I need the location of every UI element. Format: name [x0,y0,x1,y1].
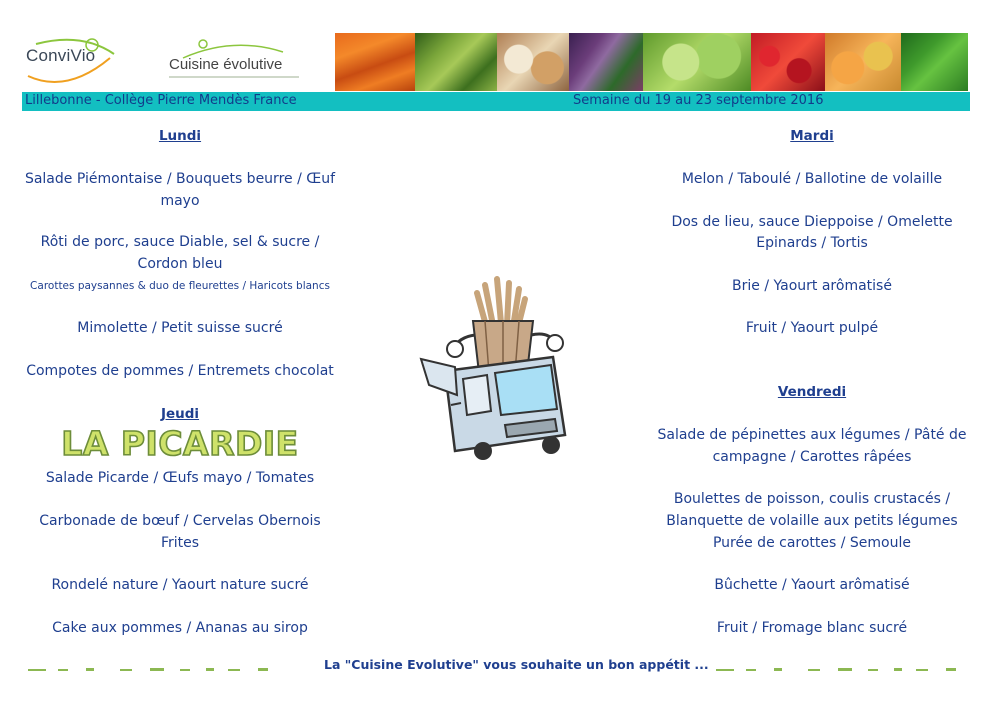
convivio-logo [22,36,122,88]
lundi-entree-line2: mayo [160,193,200,209]
mardi-plat-line2: Epinards / Tortis [756,235,868,251]
vendredi-entree-line2: campagne / Carottes râpées [712,449,912,465]
jeudi-dessert: Cake aux pommes / Ananas au sirop [52,620,308,636]
lundi-fromage: Mimolette / Petit suisse sucré [77,320,283,336]
week-range: Semaine du 19 au 23 septembre 2016 [573,93,824,108]
jeudi-entree: Salade Picarde / Œufs mayo / Tomates [45,470,315,486]
lundi-entree-line1: Salade Piémontaise / Bouquets beurre / Œuf [24,171,336,187]
footer-message: La "Cuisine Evolutive" vous souhaite un bon appétit ... [324,657,709,672]
vendredi-dessert: Fruit / Fromage blanc sucré [716,620,908,636]
vendredi-fromage: Bûchette / Yaourt arômatisé [714,577,910,593]
day-heading-jeudi: Jeudi [160,406,200,422]
jeudi-plat-line1: Carbonade de bœuf / Cervelas Obernois [39,513,321,529]
logo-underline [169,76,299,78]
day-heading-mardi: Mardi [790,128,834,144]
lundi-plat-line1: Rôti de porc, sauce Diable, sel & sucre / [40,234,320,250]
mardi-dessert: Fruit / Yaourt pulpé [745,320,879,336]
melon-photo [825,33,901,91]
vendredi-plat-line2: Blanquette de volaille aux petits légumes [666,513,958,529]
onions-photo [497,33,569,91]
vendredi-entree-line1: Salade de pépinettes aux légumes / Pâté de [657,427,967,443]
jeudi-plat-line2: Frites [160,535,200,551]
cuisine-logo-text: Cuisine évolutive [169,56,283,73]
eggplant-photo [569,33,643,91]
lundi-accompagnement: Carottes paysannes & duo de fleurettes / Haricots blancs [30,280,330,292]
theme-title-picardie: LA PICARDIE [61,424,299,463]
mardi-entree: Melon / Taboulé / Ballotine de volaille [681,171,943,187]
lettuce-photo [643,33,751,91]
jeudi-fromage: Rondelé nature / Yaourt nature sucré [51,577,309,593]
day-heading-vendredi: Vendredi [777,384,847,400]
food-truck-illustration [415,275,581,461]
green-beans-photo [415,33,497,91]
header-band [22,92,970,111]
school-name: Lillebonne - Collège Pierre Mendès France [25,93,297,108]
mardi-plat-line1: Dos de lieu, sauce Dieppoise / Omelette [671,214,953,230]
convivio-logo-text: ConviVio [26,46,96,65]
lundi-plat-line2: Cordon bleu [137,256,223,272]
lundi-dessert: Compotes de pommes / Entremets chocolat [26,363,334,379]
vendredi-plat-line1: Boulettes de poisson, coulis crustacés / [673,491,951,507]
carrots-photo [335,33,415,91]
footer-leaf-border-left [28,658,284,664]
vegetable-photo-strip [335,33,968,91]
strawberries-photo [751,33,825,91]
vendredi-plat-line3: Purée de carottes / Semoule [712,535,912,551]
day-heading-lundi: Lundi [158,128,202,144]
cuisine-evolutive-logo [163,36,313,88]
peppers-photo [901,33,968,91]
footer-leaf-border-right [716,658,972,664]
mardi-fromage: Brie / Yaourt arômatisé [732,278,892,294]
